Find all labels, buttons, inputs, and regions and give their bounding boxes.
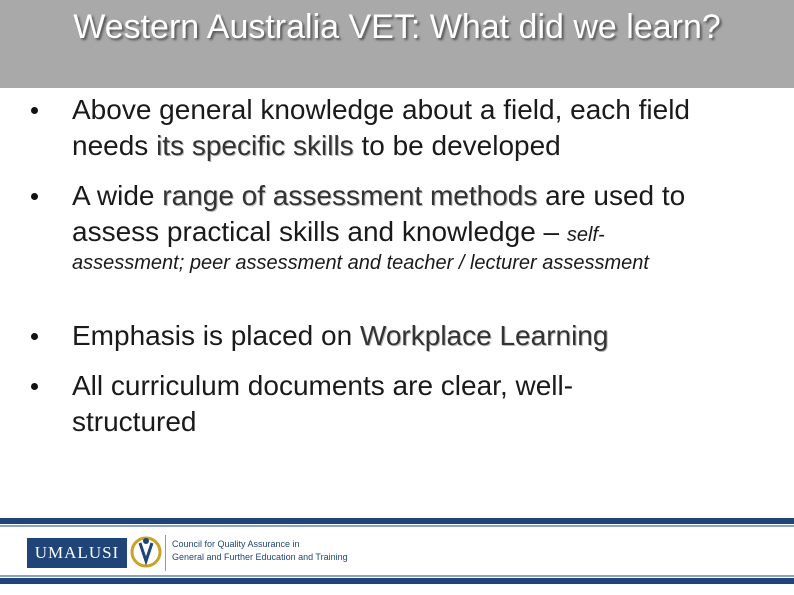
bullet-continuation-text: assessment; peer assessment and teacher / lecturer assessment [72, 252, 649, 274]
umalusi-emblem-icon [130, 533, 162, 571]
bullet-dot-icon [31, 107, 38, 114]
footer-rule-top [0, 518, 794, 524]
footer-rule-bottom-thin [0, 575, 794, 577]
organization-name-line-2: General and Further Education and Training [172, 552, 348, 562]
footer-rule-top-thin [0, 525, 794, 527]
bullet-text: A wide [72, 180, 163, 211]
organization-name [172, 538, 412, 564]
bullet-text: Above general knowledge about a field, each field needs [72, 94, 690, 161]
bullet-item-workplace-learning [72, 318, 762, 354]
highlighted-text: Workplace Learning [359, 320, 609, 351]
slide-title: Western Australia VET: What did we learn? [73, 8, 721, 46]
bullet-dot-icon [31, 193, 38, 200]
bullet-text: Emphasis is placed on [72, 320, 360, 351]
bullet-text: to be developed [353, 130, 561, 161]
bullet-item-curriculum-documents [72, 368, 672, 440]
bullet-text: are used to assess practical skills and knowledge – [72, 180, 686, 247]
bullet-item-specific-skills [72, 92, 762, 164]
title-bar [0, 0, 794, 88]
organization-name-line-1: Council for Quality Assurance in [172, 539, 300, 549]
umalusi-logo-wordmark: UMALUSI [27, 538, 127, 568]
bullet-dot-icon [31, 333, 38, 340]
bullet-dot-icon [31, 383, 38, 390]
footer-rule-bottom [0, 578, 794, 584]
highlighted-text: its specific skills [156, 130, 354, 161]
highlighted-text: range of assessment methods [162, 180, 538, 211]
bullet-text-italic: self- [566, 224, 605, 246]
bullet-text: All curriculum documents are clear, well-structured [72, 370, 574, 437]
logo-divider [165, 535, 166, 571]
bullet-item-assessment-methods [72, 178, 762, 253]
bullet-list [0, 92, 794, 452]
